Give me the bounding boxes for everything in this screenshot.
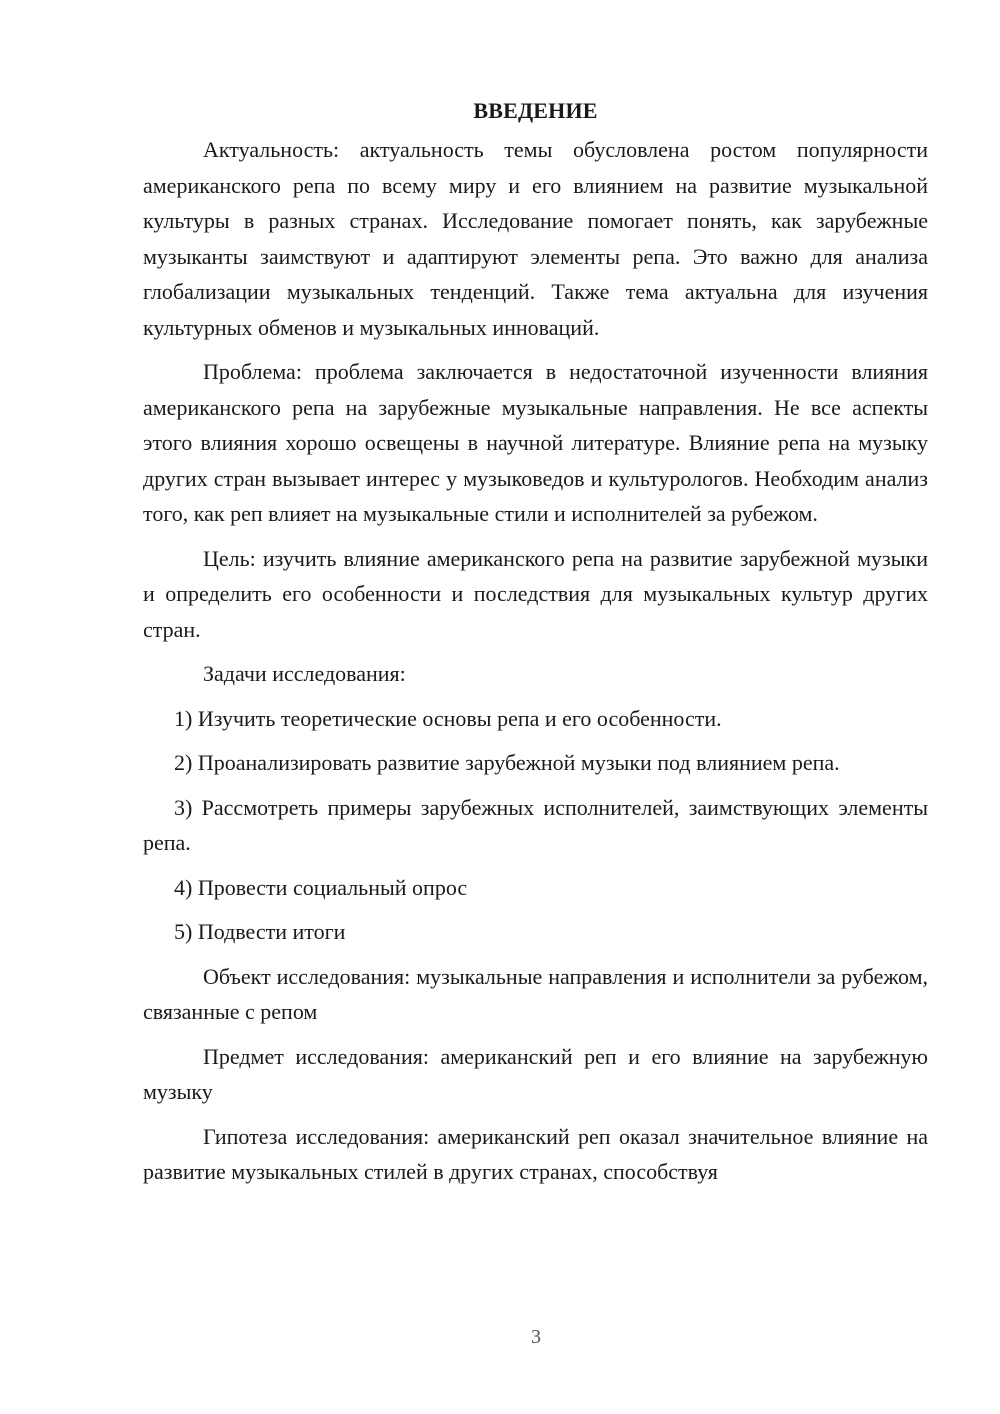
- paragraph-hypothesis: Гипотеза исследования: американский реп оказал значительное влияние на развитие музыкальных стилей в других странах, способствуя: [143, 1123, 928, 1184]
- paragraph-object: Объект исследования: музыкальные направления и исполнители за рубежом, связанные с репом: [143, 963, 928, 1024]
- paragraph-goal: Цель: изучить влияние американского репа на развитие зарубежной музыки и определить его особенности и последствия для музыкальных культур других стран.: [143, 545, 928, 642]
- paragraph-tasks-intro: Задачи исследования:: [203, 661, 406, 686]
- paragraph-subject: Предмет исследования: американский реп и его влияние на зарубежную музыку: [143, 1043, 928, 1104]
- paragraph-relevance: Актуальность: актуальность темы обусловлена ростом популярности американского репа по всему миру и его влиянием на развитие музыкальной культуры в разных странах. Исследование помогает понять, как зарубежные музыканты заимствуют и адаптируют элементы репа. Это важно для анализа глобализации музыкальных тенденций. Также тема актуальна для изучения культурных обменов и музыкальных инноваций.: [143, 137, 928, 340]
- task-item-5: 5) Подвести итоги: [174, 919, 346, 944]
- paragraph-problem: Проблема: проблема заключается в недостаточной изученности влияния американского репа на зарубежные музыкальные направления. Не все аспекты этого влияния хорошо освещены в научной литературе. Влияние репа на музыку других стран вызывает интерес у музыковедов и культурологов. Необходим анализ того, как реп влияет на музыкальные стили и исполнителей за рубежом.: [143, 359, 928, 526]
- section-heading: ВВЕДЕНИЕ: [473, 98, 598, 123]
- task-item-4: 4) Провести социальный опрос: [174, 874, 468, 900]
- task-item-2: 2) Проанализировать развитие зарубежной музыки под влиянием репа.: [174, 750, 840, 775]
- task-item-3: 3) Рассмотреть примеры зарубежных исполнителей, заимствующих элементы репа.: [143, 794, 928, 855]
- page-content: [143, 96, 928, 1199]
- task-item-1: 1) Изучить теоретические основы репа и его особенности.: [174, 705, 722, 731]
- page-number: 3: [531, 1326, 541, 1348]
